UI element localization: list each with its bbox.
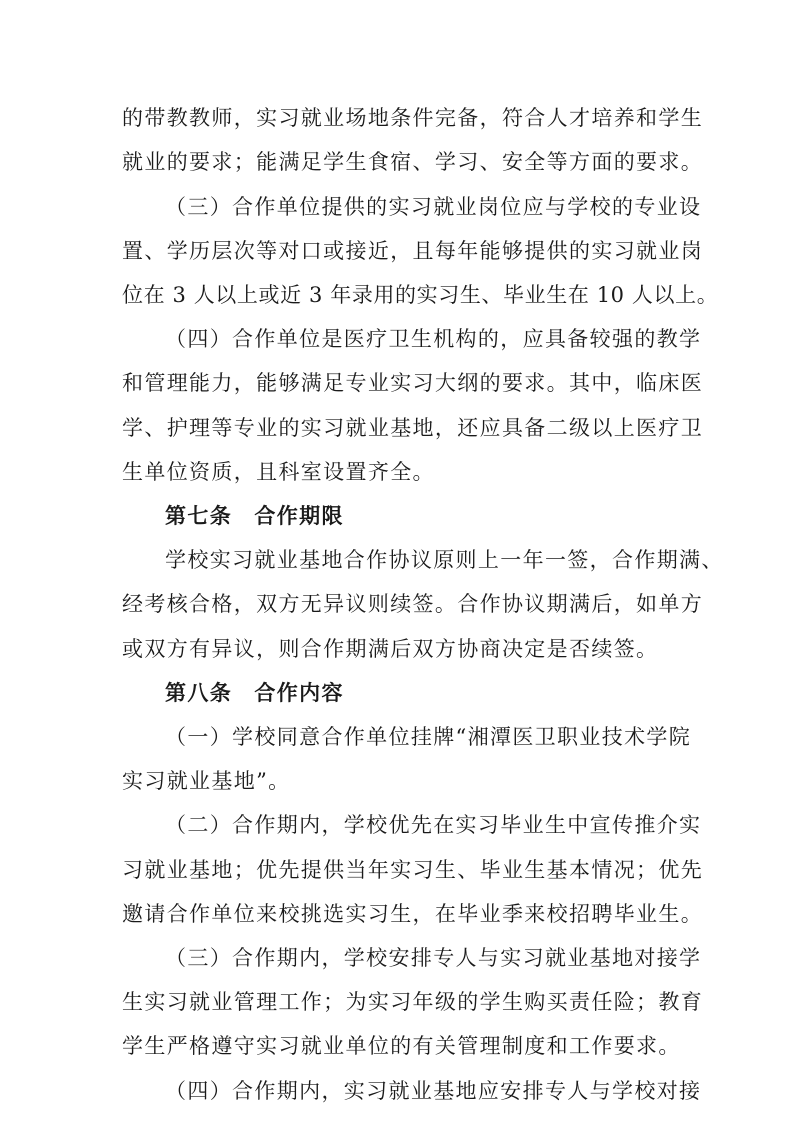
- paragraph-line: 学生严格遵守实习就业单位的有关管理制度和工作要求。: [122, 1034, 681, 1058]
- paragraph-line: （四）合作单位是医疗卫生机构的，应具备较强的教学: [165, 327, 702, 351]
- paragraph-line: （三）合作单位提供的实习就业岗位应与学校的专业设: [165, 195, 702, 219]
- paragraph-line: 邀请合作单位来校挑选实习生，在毕业季来校招聘毕业生。: [122, 902, 704, 926]
- paragraph-line: （一）学校同意合作单位挂牌“湘潭医卫职业技术学院: [165, 725, 692, 749]
- paragraph-line: （三）合作期内，学校安排专人与实习就业基地对接学: [165, 946, 702, 970]
- paragraph-line: 生单位资质，且科室设置齐全。: [122, 460, 435, 484]
- paragraph-line: 位在 3 人以上或近 3 年录用的实习生、毕业生在 10 人以上。: [122, 283, 719, 307]
- paragraph-line: （四）合作期内，实习就业基地应安排专人与学校对接: [165, 1079, 702, 1103]
- article-heading-8: 第八条 合作内容: [165, 680, 344, 705]
- paragraph-line: 就业的要求；能满足学生食宿、学习、安全等方面的要求。: [122, 150, 704, 174]
- article-heading-7: 第七条 合作期限: [165, 503, 344, 528]
- paragraph-line: 经考核合格，双方无异议则续签。合作协议期满后，如单方: [122, 592, 704, 616]
- paragraph-line: 生实习就业管理工作；为实习年级的学生购买责任险；教育: [122, 990, 704, 1014]
- paragraph-line: 学、护理等专业的实习就业基地，还应具备二级以上医疗卫: [122, 416, 704, 440]
- paragraph-line: 的带教教师，实习就业场地条件完备，符合人才培养和学生: [122, 106, 704, 130]
- paragraph-line: （二）合作期内，学校优先在实习毕业生中宣传推介实: [165, 813, 702, 837]
- paragraph-line: 学校实习就业基地合作协议原则上一年一签，合作期满、: [165, 548, 724, 572]
- paragraph-line: 习就业基地；优先提供当年实习生、毕业生基本情况；优先: [122, 858, 704, 882]
- paragraph-line: 置、学历层次等对口或接近，且每年能够提供的实习就业岗: [122, 239, 704, 263]
- paragraph-line: 或双方有异议，则合作期满后双方协商决定是否续签。: [122, 637, 659, 661]
- paragraph-line: 实习就业基地”。: [122, 769, 291, 793]
- paragraph-line: 和管理能力，能够满足专业实习大纲的要求。其中，临床医: [122, 371, 704, 395]
